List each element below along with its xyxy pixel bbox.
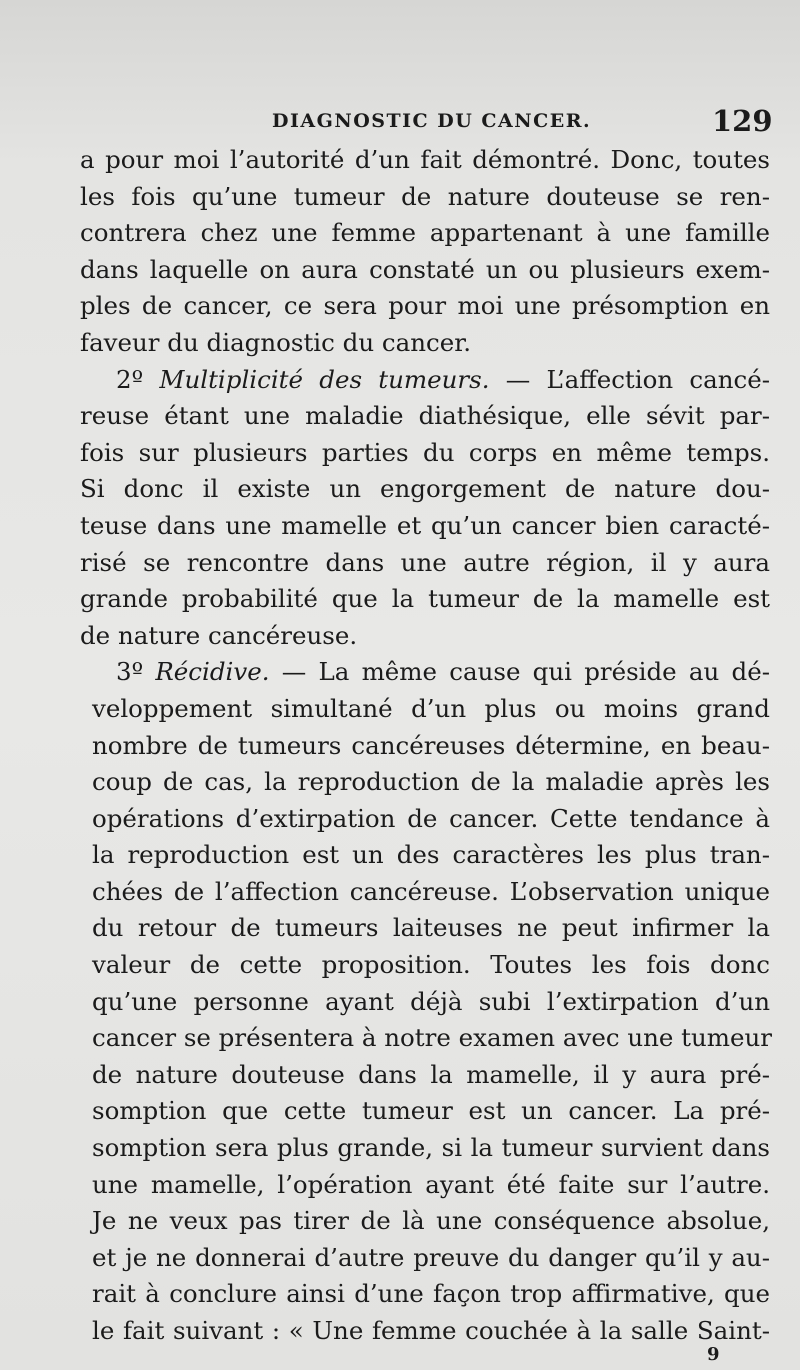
section-heading-line [80, 362, 770, 399]
signature-mark: 9 [707, 1344, 720, 1365]
page-header [0, 104, 800, 140]
section-title: Récidive. [155, 657, 270, 687]
section-lead-text: — La même cause qui préside au dé- [269, 657, 770, 687]
text-line: et je ne donnerai d’autre preuve du danger qu’il y au- [92, 1242, 770, 1272]
section-lead-text: — L’affection cancé- [489, 364, 770, 394]
text-line: reuse étant une maladie diathésique, elle sévit par- [80, 401, 770, 431]
text-line: chées de l’affection cancéreuse. L’observation unique [92, 876, 770, 906]
text-line: de nature douteuse dans la mamelle, il y aura pré- [92, 1059, 770, 1089]
body-text [80, 142, 773, 1350]
text-line: contrera chez une femme appartenant à une famille [80, 218, 770, 248]
section-number: 3º [116, 657, 144, 687]
text-line: du retour de tumeurs laiteuses ne peut infirmer la [92, 913, 770, 943]
text-line: rait à conclure ainsi d’une façon trop affirmative, que [92, 1279, 770, 1309]
text-line: Je ne veux pas tirer de là une conséquence absolue, [92, 1206, 770, 1236]
text-line: le fait suivant : « Une femme couchée à la salle Saint- [92, 1316, 770, 1345]
page-number: 129 [712, 104, 773, 138]
text-line: Si donc il existe un engorgement de nature dou- [80, 474, 770, 504]
text-line: qu’une personne ayant déjà subi l’extirpation d’un [92, 986, 770, 1016]
text-line: cancer se présentera à notre examen avec une tumeur [92, 1023, 773, 1053]
text-line: valeur de cette proposition. Toutes les fois donc [92, 950, 770, 980]
text-line: dans laquelle on aura constaté un ou plusieurs exem- [80, 254, 770, 284]
section-title: Multiplicité des tumeurs. [159, 364, 490, 394]
text-line: les fois qu’une tumeur de nature douteuse se ren- [80, 181, 770, 211]
text-line: teuse dans une mamelle et qu’un cancer bien caracté- [80, 510, 770, 540]
text-line: ples de cancer, ce sera pour moi une présomption en [80, 291, 770, 321]
text-line: faveur du diagnostic du cancer. [80, 327, 472, 357]
text-line: coup de cas, la reproduction de la maladie après les [92, 767, 770, 797]
text-line: somption que cette tumeur est un cancer. La pré- [92, 1096, 770, 1126]
text-line: opérations d’extirpation de cancer. Cette tendance à [92, 803, 770, 833]
text-line: grande probabilité que la tumeur de la mamelle est [80, 584, 770, 614]
text-line: fois sur plusieurs parties du corps en même temps. [80, 437, 770, 467]
section-heading-line [80, 654, 770, 691]
running-head: DIAGNOSTIC DU CANCER. [272, 110, 592, 132]
text-line: a pour moi l’autorité d’un fait démontré. Donc, toutes [80, 145, 770, 174]
text-line: une mamelle, l’opération ayant été faite sur l’autre. [92, 1169, 770, 1199]
text-line: somption sera plus grande, si la tumeur survient dans [92, 1133, 770, 1163]
text-line: veloppement simultané d’un plus ou moins grand [92, 693, 770, 723]
text-line: de nature cancéreuse. [80, 620, 358, 650]
text-line: nombre de tumeurs cancéreuses détermine, en beau- [92, 730, 770, 760]
text-line: la reproduction est un des caractères les plus tran- [92, 840, 770, 870]
text-line: risé se rencontre dans une autre région, il y aura [80, 547, 770, 577]
section-number: 2º [116, 364, 144, 394]
